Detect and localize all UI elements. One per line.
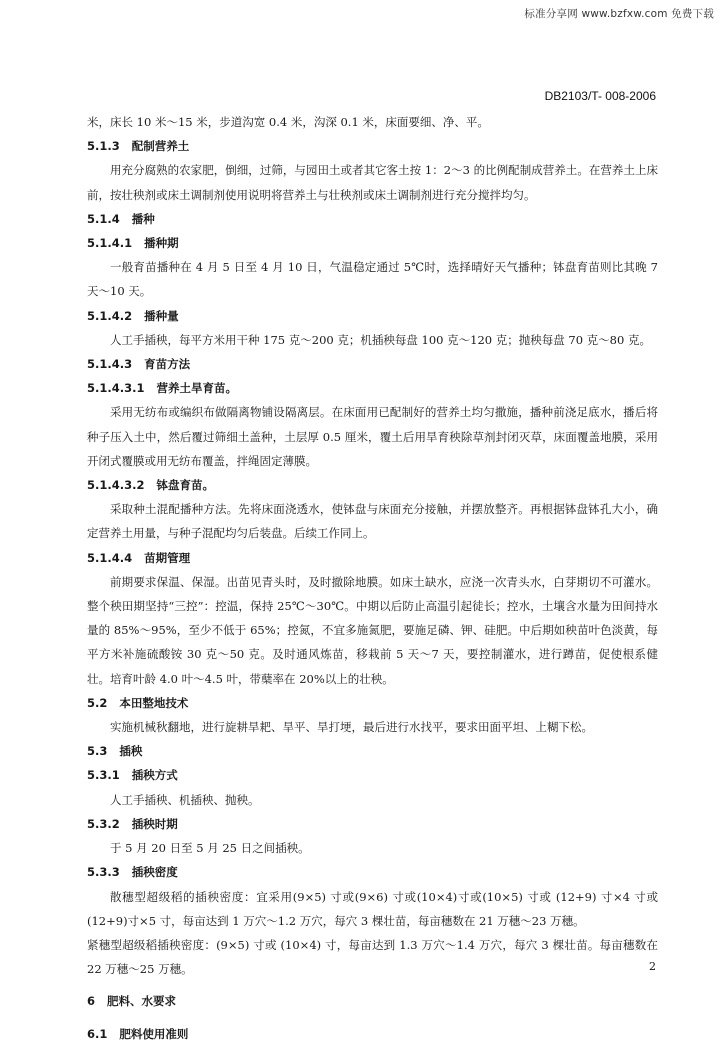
paragraph-density-compact: 紧穗型超级稻插秧密度：(9×5) 寸或 (10×4) 寸，每亩达到 1.3 万穴～1.4 万穴，每穴 3 棵壮苗。每亩穗数在 22 万穗～25 万穗。 [87, 937, 658, 977]
paragraph-field-preparation: 实施机械秋翻地，进行旋耕旱耙、旱平、旱打埂，最后进行水找平，要求田面平坦、上糊下松。 [110, 720, 593, 735]
site-watermark: 标准分享网 www.bzfxw.com 免费下载 [524, 8, 714, 20]
heading-5-1-4-3: 5.1.4.3 育苗方法 [87, 357, 191, 372]
document-body [87, 110, 658, 1046]
document-number: DB2103/T- 008-2006 [544, 89, 656, 103]
heading-5-1-3: 5.1.3 配制营养土 [87, 139, 190, 154]
paragraph-bed-size: 米，床长 10 米～15 米，步道沟宽 0.4 米，沟深 0.1 米，床面要细、净、平。 [87, 115, 489, 129]
paragraph-nutrient-soil: 用充分腐熟的农家肥，倒细，过筛，与园田土或者其它客土按 1：2～3 的比例配制成营养土。在营养土上床前，按壮秧剂或床土调制剂使用说明将营养土与壮秧剂或床土调制剂进行充分搅拌均匀。 [87, 163, 658, 202]
heading-5-1-4-2: 5.1.4.2 播种量 [87, 308, 179, 323]
heading-5-3: 5.3 插秧 [87, 744, 143, 759]
paragraph-transplant-method: 人工手插秧、机插秧、抛秧。 [110, 792, 260, 807]
paragraph-tray-seedling: 采取种土混配播种方法。先将床面浇透水，使钵盘与床面充分接触，并摆放整齐。再根据钵盘钵孔大小，确定营养土用量，与种子混配均匀后装盘。后续工作同上。 [87, 502, 658, 541]
section-gap [87, 981, 658, 989]
section-gap [87, 1014, 658, 1022]
heading-5-3-2: 5.3.2 插秧时期 [87, 816, 178, 831]
paragraph-sowing-amount: 人工手插秧，每平方米用干种 175 克～200 克；机插秧每盘 100 克～120 克；抛秧每盘 70 克～80 克。 [110, 332, 651, 347]
page-number: 2 [649, 960, 656, 973]
heading-5-2: 5.2 本田整地技术 [87, 695, 189, 710]
heading-5-1-4-1: 5.1.4.1 播种期 [87, 236, 179, 251]
paragraph-density-loose: 散穗型超级稻的插秧密度：宜采用(9×5) 寸或(9×6) 寸或(10×4)寸或(10×5) 寸或 (12+9) 寸×4 寸或(12+9)寸×5 寸，每亩达到 1 万穴～1.2 万穴，每穴 3 棵壮苗，每亩穗数在 21 万穗～23 万穗。 [87, 889, 658, 928]
heading-5-1-4-3-2: 5.1.4.3.2 钵盘育苗。 [87, 478, 214, 493]
heading-5-3-1: 5.3.1 插秧方式 [87, 768, 178, 783]
heading-6: 6 肥料、水要求 [87, 994, 177, 1009]
paragraph-transplant-time: 于 5 月 20 日至 5 月 25 日之间插秧。 [110, 841, 310, 856]
paragraph-sowing-period: 一般育苗播种在 4 月 5 日至 4 月 10 日，气温稳定通过 5℃时，选择晴好天气播种；钵盘育苗则比其晚 7 天～10 天。 [87, 260, 658, 299]
heading-5-3-3: 5.3.3 插秧密度 [87, 865, 178, 880]
heading-5-1-4-4: 5.1.4.4 苗期管理 [87, 550, 191, 565]
heading-6-1: 6.1 肥料使用准则 [87, 1026, 189, 1041]
paragraph-seedling-management: 前期要求保温、保湿。出苗见青头时，及时撤除地膜。如床土缺水，应浇一次青头水，白芽期切不可灌水。整个秧田期坚持“三控”：控温，保持 25℃～30℃。中期以后防止高温引起徒长；控水，土壤含水量为田间持水量的 85%～95%，至少不低于 65%；控氮，不宜多施氮肥，要施足磷、钾、硅肥。中后期如秧苗叶色淡黄，每平方米补施硫酸铵 30 克～50 克。及时通风炼苗，移栽前 5 天～7 天，要控制灌水，进行蹲苗，促使根系健壮。培育叶龄 4.0 叶～4.5 叶，带蘖率在 20%以上的壮秧。 [87, 574, 658, 686]
heading-5-1-4-3-1: 5.1.4.3.1 营养土旱育苗。 [87, 381, 237, 396]
heading-5-1-4: 5.1.4 播种 [87, 211, 155, 226]
paragraph-dry-seedling: 采用无纺布或编织布做隔离物铺设隔离层。在床面用已配制好的营养土均匀撒施，播种前浇足底水，播后将种子压入土中，然后覆过筛细土盖种，土层厚 0.5 厘米，覆土后用旱育秧除草剂封闭灭草，床面覆盖地膜，采用开闭式覆膜或用无纺布覆盖，拌绳固定薄膜。 [87, 405, 658, 468]
